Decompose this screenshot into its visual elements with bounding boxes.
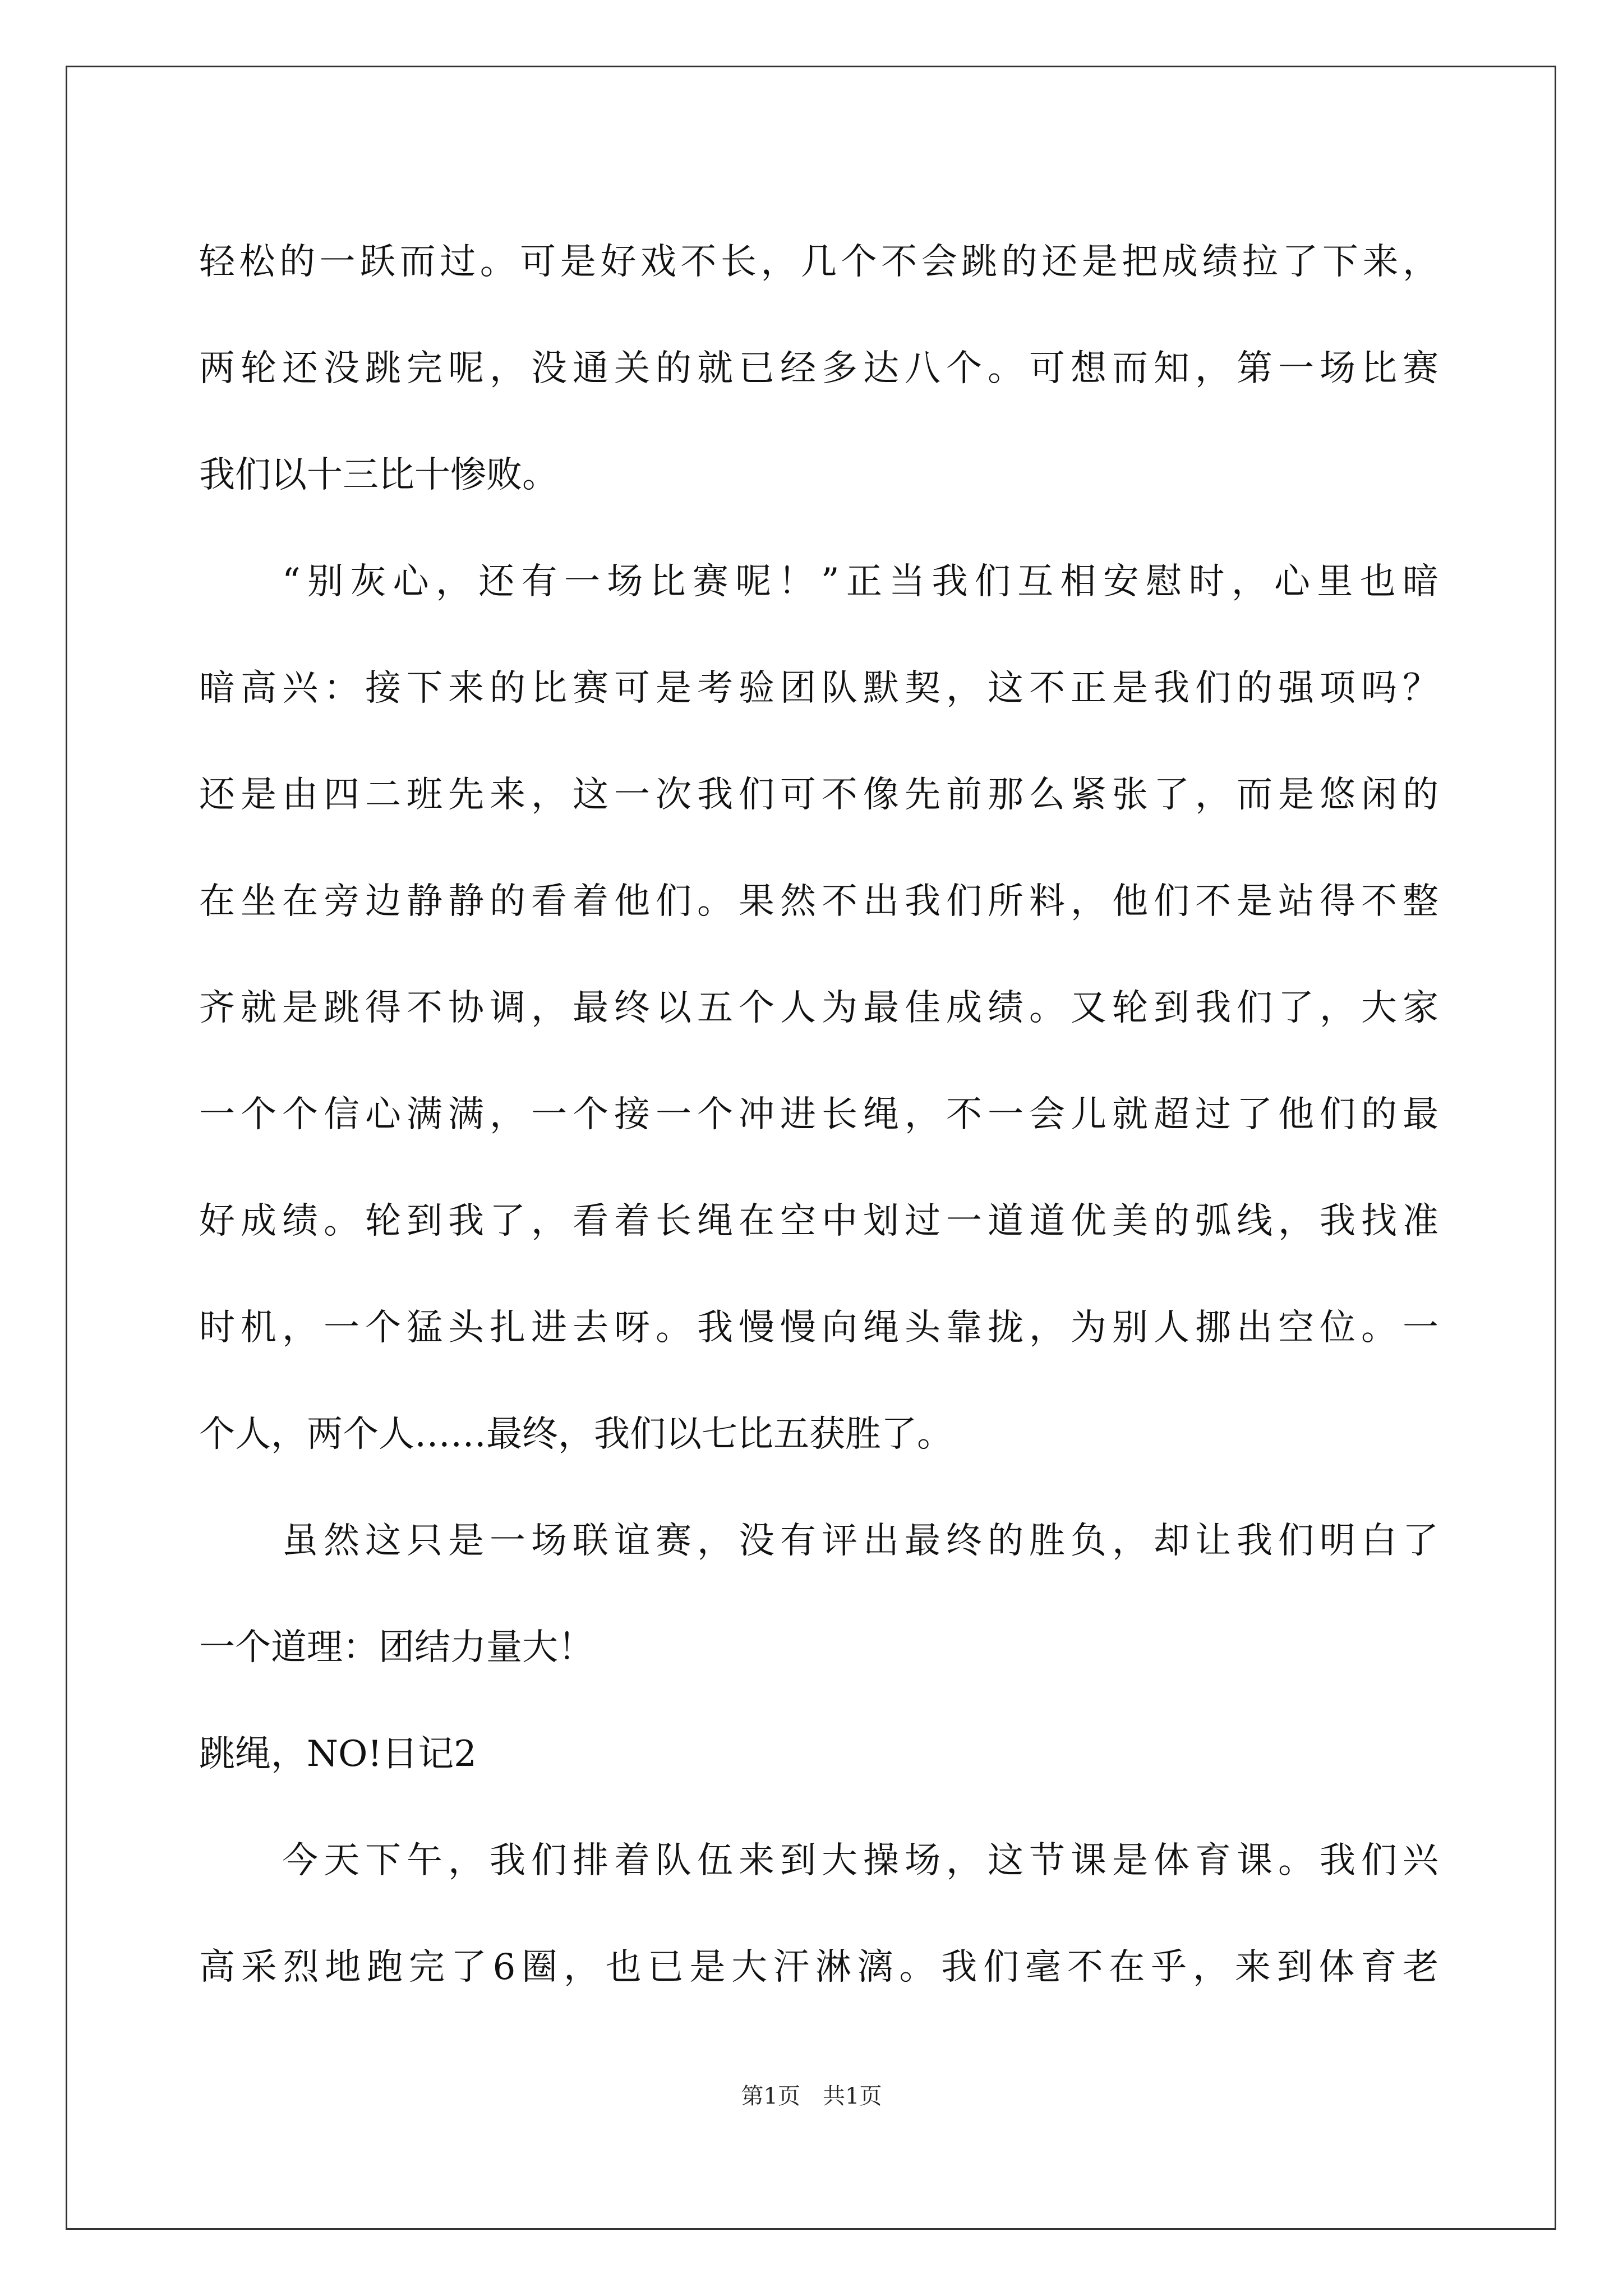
paragraph-line: 时机，一个猛头扎进去呀。我慢慢向绳头靠拢，为别人挪出空位。一: [199, 1307, 1438, 1349]
paragraph-line: 轻松的一跃而过。可是好戏不长，几个不会跳的还是把成绩拉了下来，: [199, 241, 1438, 283]
paragraph-line: 好成绩。轮到我了，看着长绳在空中划过一道道优美的弧线，我找准: [199, 1200, 1438, 1242]
page-number-footer: 第1页 共1页: [741, 2083, 882, 2109]
paragraph-line: 两轮还没跳完呢，没通关的就已经多达八个。可想而知，第一场比赛: [199, 348, 1438, 389]
paragraph-line: 齐就是跳得不协调，最终以五个人为最佳成绩。又轮到我们了，大家: [199, 987, 1438, 1029]
paragraph-line: 高采烈地跑完了6圈，也已是大汗淋漓。我们毫不在乎，来到体育老: [199, 1947, 1438, 1988]
paragraph-line: 暗高兴：接下来的比赛可是考验团队默契，这不正是我们的强项吗？: [199, 668, 1438, 709]
section-title: 跳绳，NO!日记2: [199, 1733, 477, 1775]
paragraph-line: 我们以十三比十惨败。: [199, 454, 558, 496]
paragraph-line: 今天下午，我们排着队伍来到大操场，这节课是体育课。我们兴: [282, 1840, 1438, 1881]
paragraph-line: 一个道理：团结力量大！: [199, 1627, 594, 1668]
paragraph-line: 在坐在旁边静静的看着他们。果然不出我们所料，他们不是站得不整: [199, 881, 1438, 922]
document-body: [199, 209, 1438, 2021]
paragraph-line: 还是由四二班先来，这一次我们可不像先前那么紧张了，而是悠闲的: [199, 774, 1438, 816]
paragraph-line: 虽然这只是一场联谊赛，没有评出最终的胜负，却让我们明白了: [282, 1520, 1438, 1562]
paragraph-line: 一个个信心满满，一个接一个冲进长绳，不一会儿就超过了他们的最: [199, 1094, 1438, 1135]
paragraph-line: “别灰心，还有一场比赛呢！”正当我们互相安慰时，心里也暗: [282, 561, 1438, 602]
paragraph-line: 个人，两个人……最终，我们以七比五获胜了。: [199, 1414, 953, 1455]
